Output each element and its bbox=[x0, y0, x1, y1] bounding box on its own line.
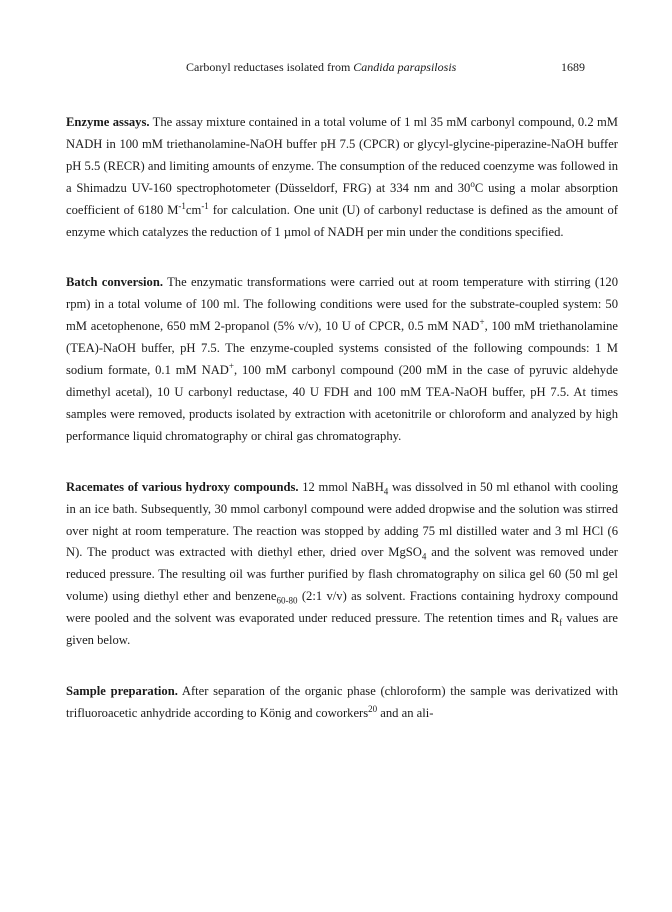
heading-batch-conversion: Batch conversion. bbox=[66, 275, 164, 290]
heading-enzyme-assays: Enzyme assays. bbox=[66, 115, 150, 129]
heading-sample-preparation: Sample preparation. bbox=[66, 683, 178, 698]
paragraph-sample-preparation: Sample preparation. After separation of the organic phase (chloroform) the sample was derivatized with trifluoroacetic anhydride according to König and coworkers$^{20}$ and an ali- bbox=[66, 683, 618, 720]
running-header bbox=[0, 60, 672, 78]
paragraph-racemates: Racemates of various hydroxy compounds. 12 mmol NaBH$_4$ was dissolved in 50 ml ethanol with cooling in an ice bath. Subsequently, 30 mmol carbonyl compound were added dropwise and the solution was stirred over night at room temperature. The reaction was stopped by adding 75 ml distilled water and 3 ml HCl (6 N). The product was extracted with diethyl ether, dried over MgSO$_4$ and the solvent was removed under reduced pressure. The resulting oil was further purified by flash chromatography on silica gel 60 (50 ml gel volume) using diethyl ether and benzene$_{60-80}$ (2:1 v/v) as solvent. Fractions containing hydroxy compound were pooled and the solvent was evaporated under reduced pressure. The retention times and $R_f$ values are given below. bbox=[66, 479, 619, 648]
paragraph-batch-conversion: Batch conversion. The enzymatic transformations were carried out at room temperature with stirring (120 rpm) in a total volume of 100 ml. The following conditions were used for the substrate-coupled system: 50 mM acetophenone, 650 mM 2-propanol (5% v/v), 10 U of CPCR, 0.5 mM NAD+, 100 mM triethanolamine (TEA)-NaOH buffer, pH 7.5. The enzyme-coupled systems consisted of the following compounds: 1 M sodium formate, 0.1 mM NAD+, 100 mM carbonyl compound (200 mM in the case of pyruvic aldehyde dimethyl acetal), 10 U carbonyl reductase, 40 U FDH and 100 mM TEA-NaOH buffer, pH 7.5. At times samples were removed, products isolated by extraction with acetonitrile or chloroform and analyzed by high performance liquid chromatography or chiral gas chromatography. bbox=[66, 275, 618, 443]
running-title: Carbonyl reductases isolated from Candida parapsilosis bbox=[186, 60, 457, 74]
page-number: 1689 bbox=[561, 60, 585, 74]
paragraph-enzyme-assays: Enzyme assays. The assay mixture contained in a total volume of 1 ml 35 mM carbonyl compound, 0.2 mM NADH in 100 mM triethanolamine-NaOH buffer pH 7.5 (CPCR) or glycyl-glycine-piperazine-NaOH buffer pH 5.5 (RECR) and limiting amounts of enzyme. The consumption of the reduced coenzyme was followed in a Shimadzu UV-160 spectrophotometer (Düsseldorf, FRG) at 334 nm and 30$^o$C using a molar absorption coefficient of 6180 $M^{-1}cm^{-1}$ for calculation. One unit (U) of carbonyl reductase is defined as the amount of enzyme which catalyzes the reduction of 1 µmol of NADH per min under the conditions specified. bbox=[66, 115, 618, 239]
heading-racemates: Racemates of various hydroxy compounds. bbox=[66, 479, 299, 494]
page-body bbox=[66, 112, 618, 725]
running-title-species: Candida parapsilosis bbox=[353, 60, 457, 74]
